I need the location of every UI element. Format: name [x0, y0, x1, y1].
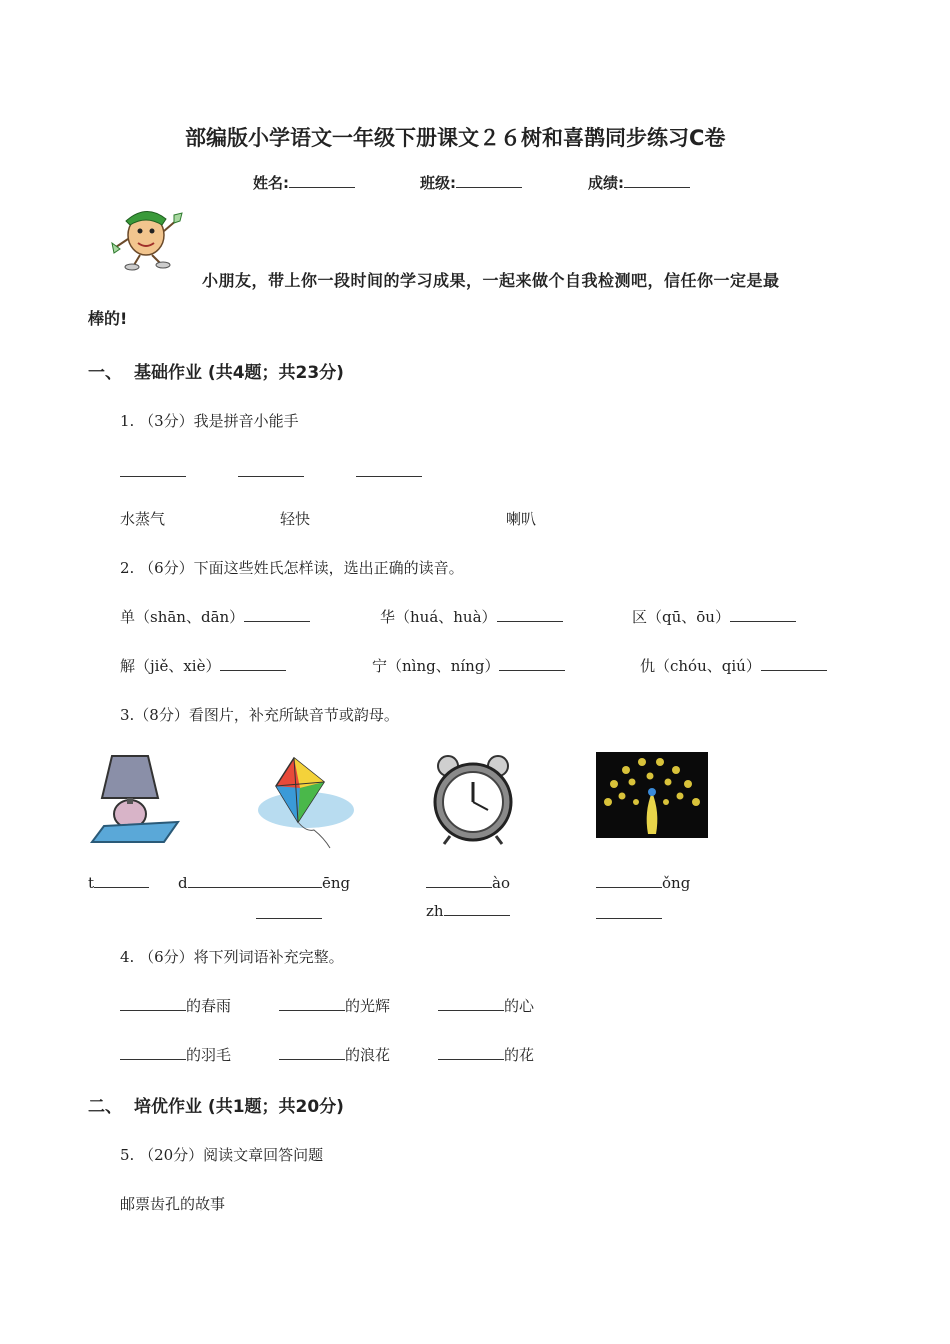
q2-blank-4[interactable] [220, 658, 286, 671]
q2-item-6: 仇（chóu、qiú） [640, 655, 827, 676]
score-label: 成绩: [588, 174, 624, 192]
q1-word-1: 水蒸气 [120, 510, 166, 528]
lamp-image [90, 752, 180, 844]
q1-stem: 1. （3分）我是拼音小能手 [120, 412, 299, 430]
q2-blank-3[interactable] [730, 609, 796, 622]
kite-image [254, 752, 358, 850]
q1-word-2: 轻快 [280, 510, 311, 528]
section-2-number: 二、 [88, 1097, 122, 1117]
q1-word-3: 喇叭 [506, 510, 537, 528]
mascot-image [108, 205, 188, 271]
q4-item-2: 的光辉 [279, 995, 390, 1016]
q3-answer-t: t [88, 874, 149, 892]
name-blank[interactable] [289, 175, 355, 188]
q2-item-5: 宁（nìng、níng） [372, 655, 565, 676]
q1-blank-1[interactable] [120, 462, 186, 481]
q2-item-3: 区（qū、ōu） [632, 606, 796, 627]
q3-answer-ong: ǒng [596, 874, 690, 892]
section-1-heading: 基础作业 (共4题；共23分) [134, 363, 344, 383]
q2-item-4: 解（jiě、xiè） [120, 655, 286, 676]
q4-item-1: 的春雨 [120, 995, 231, 1016]
page-title: 部编版小学语文一年级下册课文２６树和喜鹊同步练习C卷 [185, 126, 726, 150]
q2-item-2: 华（huá、huà） [380, 606, 563, 627]
section-2-heading: 培优作业 (共1题；共20分) [134, 1097, 344, 1117]
q4-item-3: 的心 [438, 995, 534, 1016]
intro-line-2: 棒的! [88, 309, 128, 328]
q3-blank-kite-2[interactable] [256, 904, 322, 923]
q4-stem: 4. （6分）将下列词语补充完整。 [120, 948, 344, 966]
q3-answer-ao: ào [426, 874, 510, 892]
q3-answer-eng: ēng [256, 874, 350, 892]
class-field [420, 172, 522, 193]
clock-image [426, 752, 520, 846]
name-label: 姓名: [253, 174, 289, 192]
intro-line-1: 小朋友，带上你一段时间的学习成果，一起来做个自我检测吧，信任你一定是最 [202, 271, 780, 290]
q4-item-5: 的浪花 [279, 1044, 390, 1065]
q2-item-1: 单（shān、dān） [120, 606, 310, 627]
q3-answer-d: d [178, 874, 264, 892]
q2-blank-2[interactable] [497, 609, 563, 622]
q4-item-6: 的花 [438, 1044, 534, 1065]
q2-stem: 2. （6分）下面这些姓氏怎样读，选出正确的读音。 [120, 559, 464, 577]
q2-blank-5[interactable] [499, 658, 565, 671]
score-blank[interactable] [624, 175, 690, 188]
peacock-image [596, 752, 708, 838]
class-blank[interactable] [456, 175, 522, 188]
q3-stem: 3.（8分）看图片，补充所缺音节或韵母。 [120, 706, 399, 724]
q3-blank-peacock-2[interactable] [596, 904, 662, 923]
q3-answer-zh: zh [426, 902, 510, 920]
q2-blank-6[interactable] [761, 658, 827, 671]
class-label: 班级: [420, 174, 456, 192]
q1-blank-2[interactable] [238, 462, 304, 481]
q2-blank-1[interactable] [244, 609, 310, 622]
section-1-number: 一、 [88, 363, 122, 383]
q5-passage-title: 邮票齿孔的故事 [120, 1195, 226, 1213]
name-field [253, 172, 355, 193]
score-field [588, 172, 690, 193]
q1-blank-3[interactable] [356, 462, 422, 481]
q5-stem: 5. （20分）阅读文章回答问题 [120, 1146, 324, 1164]
q4-item-4: 的羽毛 [120, 1044, 231, 1065]
